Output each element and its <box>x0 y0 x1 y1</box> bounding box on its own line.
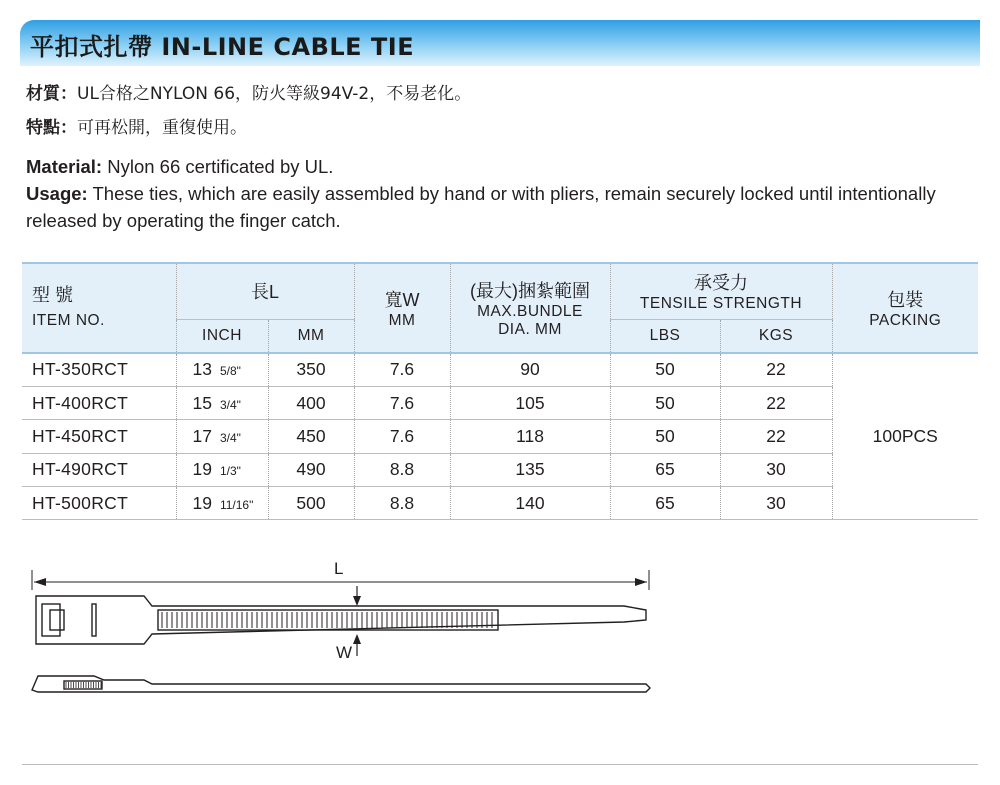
header-width <box>354 263 450 353</box>
cell-inch <box>176 353 268 386</box>
cell-lbs: 50 <box>610 420 720 453</box>
inch-whole: 19 <box>192 492 212 513</box>
header-kgs <box>720 319 832 353</box>
cell-model: HT-350RCT <box>22 353 176 386</box>
width-label: W <box>336 643 353 662</box>
cell-kgs: 22 <box>720 386 832 419</box>
cell-inch <box>176 386 268 419</box>
inch-whole: 15 <box>192 392 212 413</box>
length-label: L <box>334 559 344 578</box>
header-inch <box>176 319 268 353</box>
cell-mm: 490 <box>268 453 354 486</box>
cell-mm: 500 <box>268 487 354 520</box>
header-mm <box>268 319 354 353</box>
header-bundle-en: MAX.BUNDLE <box>477 303 583 320</box>
material-zh-text: UL合格之NYLON 66，防火等級94V-2，不易老化。 <box>77 84 472 104</box>
bottom-divider <box>22 764 978 765</box>
cell-bundle: 118 <box>450 420 610 453</box>
inch-fraction: 5/8" <box>219 364 241 379</box>
usage-en-label: Usage: <box>26 183 88 204</box>
header-packing-zh: 包裝 <box>887 290 924 310</box>
cell-width: 7.6 <box>354 420 450 453</box>
header-tensile-en: TENSILE STRENGTH <box>639 295 803 313</box>
inch-whole: 17 <box>192 425 212 446</box>
cell-width: 7.6 <box>354 353 450 386</box>
cell-kgs: 30 <box>720 453 832 486</box>
header-mm-label: MM <box>297 326 325 344</box>
usage-en-text: These ties, which are easily assembled by hand or with pliers, remain securely locked until intentionally released by operating the finger catch. <box>26 183 936 231</box>
inch-whole: 13 <box>192 359 212 380</box>
header-tensile <box>610 263 832 319</box>
header-packing <box>832 263 978 353</box>
cell-model: HT-490RCT <box>22 453 176 486</box>
cell-model: HT-500RCT <box>22 487 176 520</box>
inch-fraction: 11/16" <box>219 497 254 512</box>
spec-table-wrap <box>22 262 978 520</box>
cell-width: 8.8 <box>354 453 450 486</box>
cell-bundle: 140 <box>450 487 610 520</box>
cell-lbs: 65 <box>610 487 720 520</box>
cell-bundle: 105 <box>450 386 610 419</box>
cell-lbs: 65 <box>610 453 720 486</box>
header-lbs-label: LBS <box>649 326 681 344</box>
header-kgs-label: KGS <box>758 326 794 344</box>
cell-packing: 100PCS <box>832 353 978 520</box>
cell-model: HT-400RCT <box>22 386 176 419</box>
cell-bundle: 135 <box>450 453 610 486</box>
cell-mm: 350 <box>268 353 354 386</box>
header-lbs <box>610 319 720 353</box>
cell-kgs: 22 <box>720 353 832 386</box>
header-item-zh: 型 號 <box>32 285 74 305</box>
cell-model: HT-450RCT <box>22 420 176 453</box>
feature-zh <box>26 118 247 138</box>
material-en <box>26 153 976 180</box>
header-inch-label: INCH <box>202 326 242 344</box>
cell-inch <box>176 487 268 520</box>
cell-width: 7.6 <box>354 386 450 419</box>
feature-zh-text: 可再松開，重復使用。 <box>77 118 247 138</box>
cell-lbs: 50 <box>610 353 720 386</box>
header-bundle-zh: (最大)捆紮範圍 <box>470 281 590 301</box>
cell-kgs: 22 <box>720 420 832 453</box>
page-title: 平扣式扎帶 IN-LINE CABLE TIE <box>30 33 415 61</box>
english-description <box>26 153 976 234</box>
header-item-en: ITEM NO. <box>32 312 105 329</box>
cell-inch <box>176 453 268 486</box>
cell-bundle: 90 <box>450 353 610 386</box>
inch-fraction: 3/4" <box>219 430 241 445</box>
cell-inch <box>176 420 268 453</box>
spec-table <box>22 262 978 520</box>
tie-side-teeth <box>66 682 101 688</box>
header-width-zh: 寬W <box>384 290 420 310</box>
cell-kgs: 30 <box>720 487 832 520</box>
header-bundle <box>450 263 610 353</box>
tie-teeth <box>162 612 492 628</box>
header-tensile-zh: 承受力 <box>694 273 748 294</box>
table-row <box>22 353 978 386</box>
cable-tie-drawing <box>24 548 664 708</box>
cell-mm: 450 <box>268 420 354 453</box>
material-en-label: Material: <box>26 156 103 177</box>
header-bundle-unit: DIA. MM <box>498 321 562 338</box>
material-en-text: Nylon 66 certificated by UL. <box>102 156 334 177</box>
tie-side-view <box>32 676 650 692</box>
inch-fraction: 1/3" <box>219 464 241 479</box>
inch-fraction: 3/4" <box>219 397 241 412</box>
tie-top-view <box>36 596 646 644</box>
header-length-label: 長L <box>250 282 279 303</box>
material-zh <box>26 84 471 104</box>
cell-mm: 400 <box>268 386 354 419</box>
cell-width: 8.8 <box>354 487 450 520</box>
cell-lbs: 50 <box>610 386 720 419</box>
material-zh-label: 材質： <box>26 84 77 104</box>
header-packing-en: PACKING <box>869 312 942 329</box>
header-length <box>176 263 354 319</box>
usage-en <box>26 180 976 234</box>
header-item <box>22 263 176 353</box>
header-width-unit: MM <box>388 312 416 329</box>
inch-whole: 19 <box>192 459 212 480</box>
feature-zh-label: 特點： <box>26 118 77 138</box>
title-bar <box>20 20 980 66</box>
